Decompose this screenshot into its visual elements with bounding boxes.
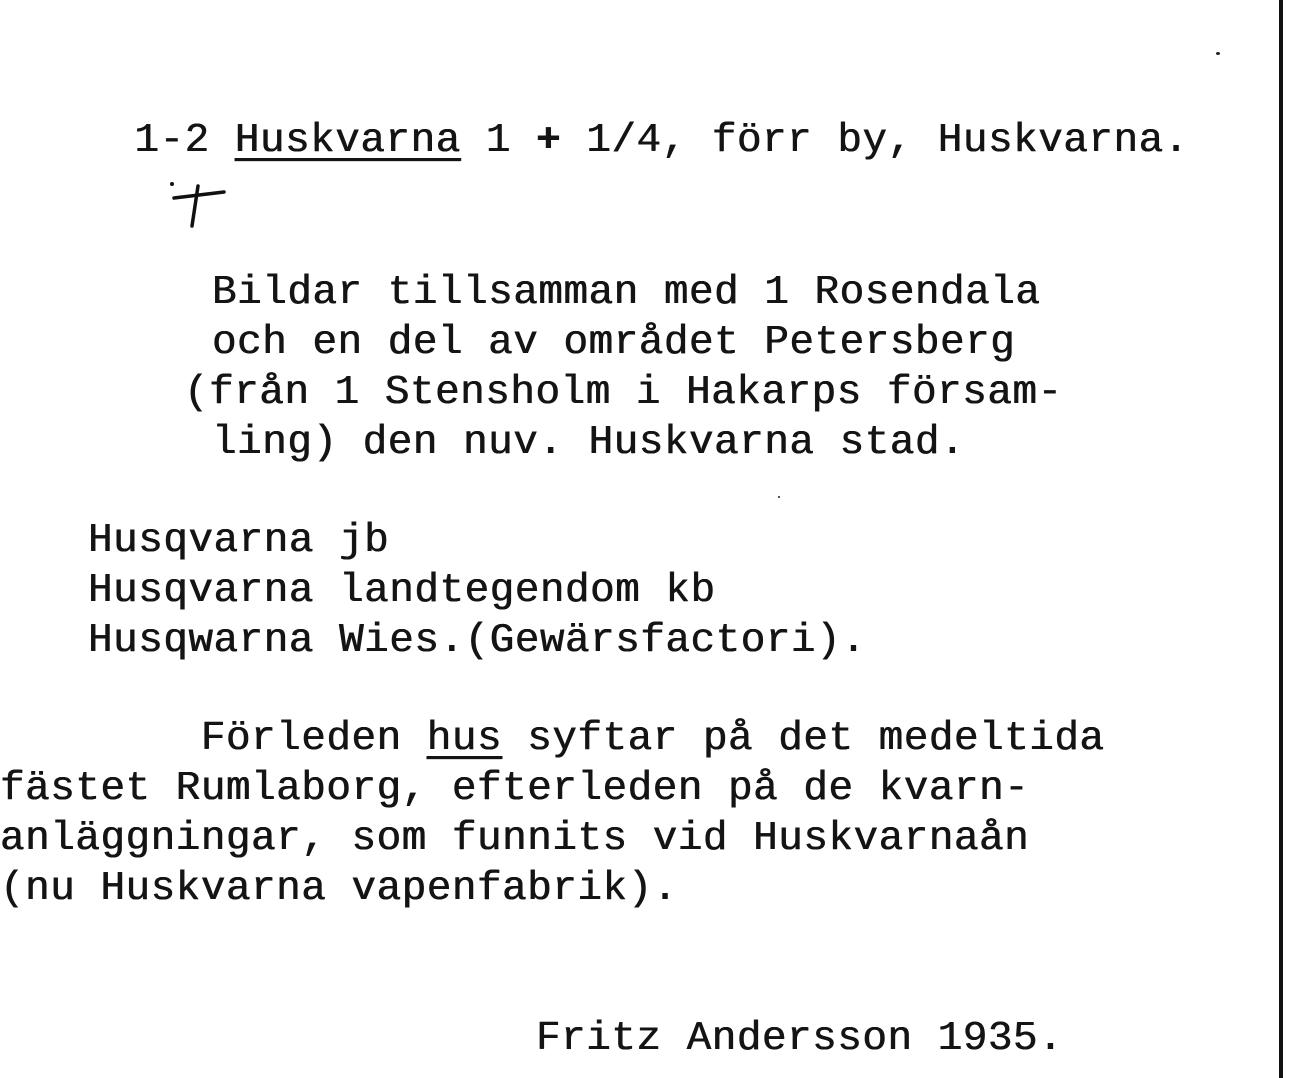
heading-part-b: 1/4, förr by, Huskvarna. — [586, 118, 1189, 164]
cross-mark-icon — [168, 180, 228, 230]
historical-form: Husqvarna landtegendom kb — [88, 568, 716, 614]
signature: Fritz Andersson 1935. — [536, 1016, 1064, 1062]
paragraph2-line: anläggningar, som funnits vid Huskvarnaån — [0, 816, 1030, 862]
paragraph2-word-hus: hus — [426, 716, 503, 762]
card-right-border — [1279, 0, 1283, 1078]
paragraph2-line — [0, 714, 1105, 764]
historical-form: Husqvarna jb — [88, 518, 390, 564]
historical-form: Husqwarna Wies.(Gewärsfactori). — [88, 618, 867, 664]
paragraph2-line: (nu Huskvarna vapenfabrik). — [0, 866, 678, 912]
paragraph1-line: (från 1 Stensholm i Hakarps försam- — [184, 370, 1063, 416]
heading-plus-symbol: + — [536, 118, 562, 164]
paragraph1-line: Bildar tillsamman med 1 Rosendala — [212, 270, 1041, 316]
heading-part-a: 1 — [485, 118, 511, 164]
paragraph2-line: fästet Rumlaborg, efterleden på de kvarn- — [0, 766, 1030, 812]
paragraph2-post: syftar på det medeltida — [502, 716, 1105, 762]
paragraph1-line: ling) den nuv. Huskvarna stad. — [212, 420, 966, 466]
scan-speck — [778, 496, 780, 498]
paragraph1-line: och en del av området Petersberg — [212, 320, 1016, 366]
paragraph2-pre: Förleden — [200, 716, 427, 762]
heading-code: 1-2 — [134, 118, 210, 164]
heading-place: Huskvarna — [234, 118, 461, 164]
scan-speck — [1216, 52, 1220, 55]
